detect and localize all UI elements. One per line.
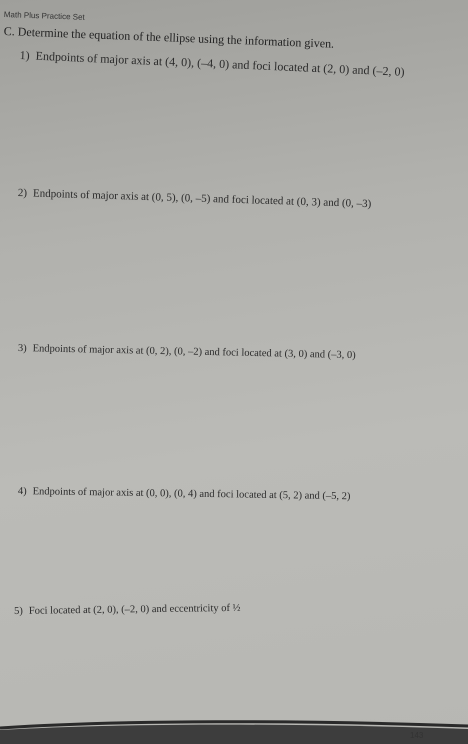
problem-text: Endpoints of major axis at (4, 0), (–4, 0) and foci located at (2, 0) and (–2, 0) [35,48,405,79]
problem-1 [19,48,405,80]
problem-number: 4) [17,486,27,498]
problem-number: 3) [17,343,27,355]
section-letter: C. [3,24,16,39]
problem-text: Foci located at (2, 0), (–2, 0) and eccentricity of ½ [28,602,241,617]
problem-number: 5) [14,605,23,617]
instructions-text: Determine the equation of the ellipse using the information given. [17,24,335,51]
problem-text: Endpoints of major axis at (0, 2), (0, –2) and foci located at (3, 0) and (–3, 0) [32,343,356,362]
page-number: 143 [410,731,424,740]
problem-5 [14,603,241,617]
footer-rule [0,718,468,744]
problem-text: Endpoints of major axis at (0, 0), (0, 4) and foci located at (5, 2) and (–5, 2) [32,486,351,503]
problem-2 [18,187,372,210]
section-instructions [3,24,334,52]
problem-number: 2) [17,187,28,200]
problem-3 [18,343,356,361]
problem-number: 1) [19,48,30,63]
problem-text: Endpoints of major axis at (0, 5), (0, –5) and foci located at (0, 3) and (0, –3) [32,187,372,211]
problem-4 [18,486,351,502]
worksheet-header: Math Plus Practice Set [3,10,85,22]
